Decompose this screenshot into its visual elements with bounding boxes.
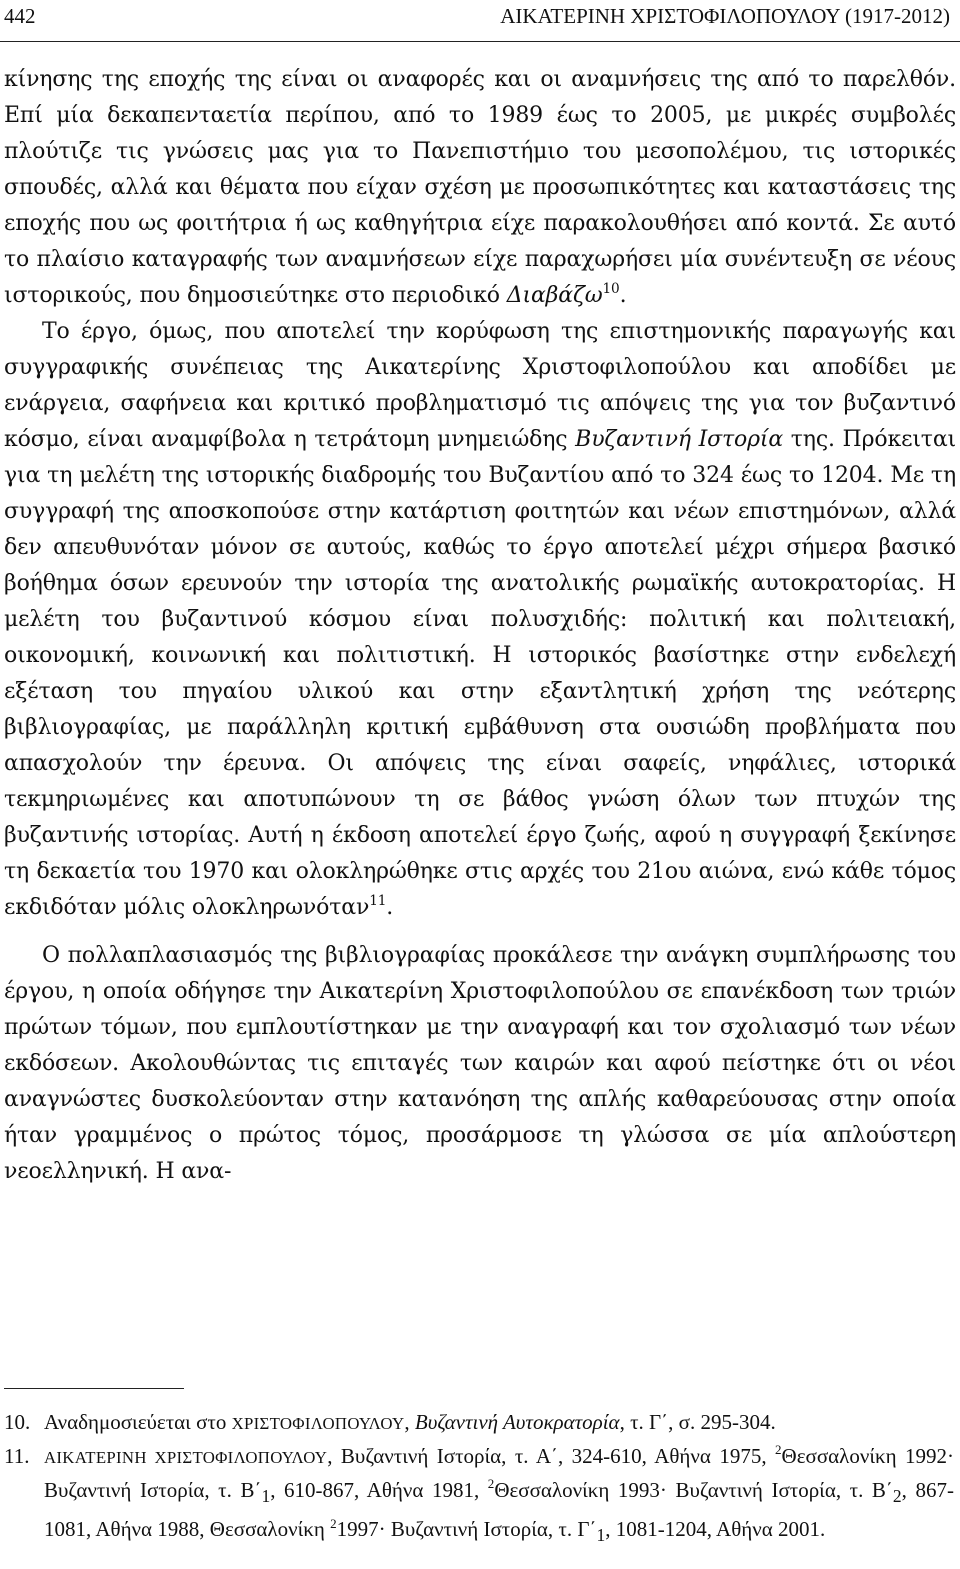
paragraph-1 xyxy=(4,62,956,314)
footnote-11-text-g: , 1081-1204, Αθήνα 2001. xyxy=(605,1517,826,1542)
footnote-number: 10. xyxy=(4,1410,31,1434)
volume-sub-1: 1 xyxy=(261,1486,271,1507)
paragraph-2-text-a: Το έργο, όμως, που αποτελεί την κορύφωση της επιστημονικής παραγωγής και συγγραφικής συνέπειας της Αικατερίνης Χριστοφιλοπούλου και αποδίδει με ενάργεια, σαφήνεια και κριτικό προβληματισμό τις απόψεις της για τον βυζαντινό κόσμο, είναι αναμφίβολα η τετράτομη μνημειώδης xyxy=(4,319,956,452)
footnote-ref-10[interactable]: 10 xyxy=(602,281,620,297)
footnote-10-text-b: , xyxy=(404,1410,415,1434)
edition-sup-2: 2 xyxy=(487,1476,495,1492)
footnote-11-text-d: Θεσσαλονίκη 1993· Βυζαντινή Ιστορία, τ. Β΄ xyxy=(494,1478,893,1502)
footnote-11-text-a: , Βυζαντινή Ιστορία, τ. Α΄, 324-610, Αθήνα 1975, xyxy=(327,1444,776,1468)
paragraph-2-text-b: της. Πρόκειται για τη μελέτη της ιστορικής διαδρομής του Βυζαντίου από το 324 έως το 1204. Με τη συγγραφή της αποσκοπούσε στην κατάρτιση φοιτητών και νέων επιστημόνων, αλλά δεν απευθυνόταν μόνον σε αυτούς, καθώς το έργο αποτελεί μέχρι σήμερα βασικό βοήθημα όσων ερευνούν την ιστορία της ανατολικής ρωμαϊκής αυτοκρατορίας. Η μελέτη του βυζαντινού κόσμου είναι πολυσχιδής: πολιτική και πολιτειακή, οικονομική, κοινωνική και πολιτιστική. Η ιστορικός βασίστηκε στην ενδελεχή εξέταση του πηγαίου υλικού και στην εξαντλητική χρήση της νεότερης βιβλιογραφίας, με παράλληλη κριτική εμβάθυνση στα ουσιώδη προβλήματα που απασχολούν την έρευνα. Οι απόψεις της είναι σαφείς, νηφάλιες, ιστορικά τεκμηριωμένες και αποτυπώνουν τη σε βάθος γνώση όλων των πτυχών της βυζαντινής ιστορίας. Αυτή η έκδοση αποτελεί έργο ζωής, αφού η συγγραφή ξεκίνησε τη δεκαετία του 1970 και ολοκληρώθηκε στις αρχές του 21ου αιώνα, ενώ κάθε τόμος εκδιδόταν μόλις ολοκληρωνόταν xyxy=(4,427,957,920)
footnotes xyxy=(4,1406,954,1552)
footnote-11-text-b: Θεσσαλονίκη 1992· Βυζαντινή Ιστορία, τ. Β΄ xyxy=(44,1444,954,1502)
footnote-divider xyxy=(4,1388,184,1389)
paragraph-3-text: Ο πολλαπλασιασμός της βιβλιογραφίας προκάλεσε την ανάγκη συμπλήρωσης του έργου, η οποία οδήγησε την Αικατερίνη Χριστοφιλοπούλου σε επανέκδοση των τριών πρώτων τόμων, που εμπλουτίστηκαν με την αναγραφή και τον σχολιασμό των νέων εκδόσεων. Ακολουθώντας τις επιταγές των καιρών και αφού πείστηκε ότι οι νέοι αναγνώστες δυσκολεύονταν στην κατανόηση της απλής καθαρεύουσας στην οποία ήταν γραμμένος ο πρώτος τόμος, προσάρμοσε τη γλώσσα σε μία απλούστερη νεοελληνική. Η ανα- xyxy=(4,943,956,1184)
footnote-10-title: Βυζαντινή Αυτοκρατορία xyxy=(414,1410,620,1434)
volume-sub-2: 2 xyxy=(892,1486,902,1507)
footnote-11 xyxy=(4,1440,954,1552)
paragraph-2 xyxy=(4,314,956,926)
volume-sub-3: 1 xyxy=(596,1525,606,1546)
footnote-text xyxy=(44,1440,954,1552)
footnote-text xyxy=(44,1406,954,1440)
footnote-10-text-a: Αναδημοσιεύεται στο xyxy=(44,1410,232,1434)
footnote-10-author: ΧΡΙΣΤΟΦΙΛΟΠΟΥΛΟΥ xyxy=(231,1414,405,1433)
footnote-10-text-c: , τ. Γ΄, σ. 295-304. xyxy=(619,1410,776,1434)
running-head: ΑΙΚΑΤΕΡΙΝΗ ΧΡΙΣΤΟΦΙΛΟΠΟΥΛΟΥ (1917-2012) xyxy=(500,4,950,28)
page-header xyxy=(0,0,960,42)
edition-sup-1: 2 xyxy=(775,1442,782,1458)
main-text xyxy=(4,62,956,1190)
footnote-10 xyxy=(4,1406,954,1440)
footnote-ref-11[interactable]: 11 xyxy=(369,893,387,909)
edition-sup-3: 2 xyxy=(330,1515,337,1531)
work-title: Βυζαντινή Ιστορία xyxy=(575,427,784,452)
footnote-11-text-c: , 610-867, Αθήνα 1981, xyxy=(270,1478,488,1502)
paragraph-3 xyxy=(4,938,956,1190)
page-number: 442 xyxy=(4,4,36,28)
paragraph-1-text: κίνησης της εποχής της είναι οι αναφορές και οι αναμνήσεις της από το παρελθόν. Επί μία δεκαπενταετία περίπου, από το 1989 έως το 2005, με μικρές συμβολές πλούτιζε τις γνώσεις μας για το Πανεπιστήμιο του μεσοπολέμου, τις ιστορικές σπουδές, αλλά και θέματα που είχαν σχέση με προσωπικότητες και καταστάσεις της εποχής που ως φοιτήτρια ή ως καθηγήτρια είχε παρακολουθήσει από κοντά. Σε αυτό το πλαίσιο καταγραφής των αναμνήσεων είχε παραχωρήσει μία συνέντευξη σε νέους ιστορικούς, που δημοσιεύτηκε στο περιοδικό xyxy=(4,67,956,308)
footnote-11-text-e: , 867-1081, Αθήνα 1988, Θεσσαλονίκη xyxy=(44,1478,954,1542)
footnote-11-author: ΑΙΚΑΤΕΡΙΝΗ ΧΡΙΣΤΟΦΙΛΟΠΟΥΛΟΥ xyxy=(44,1448,328,1467)
paragraph-2-end: . xyxy=(386,895,394,920)
footnote-number: 11. xyxy=(4,1444,30,1468)
journal-title: Διαβάζω xyxy=(506,283,603,308)
footnote-11-text-f: 1997· Βυζαντινή Ιστορία, τ. Γ΄ xyxy=(336,1517,597,1542)
paragraph-1-end: . xyxy=(619,283,627,308)
